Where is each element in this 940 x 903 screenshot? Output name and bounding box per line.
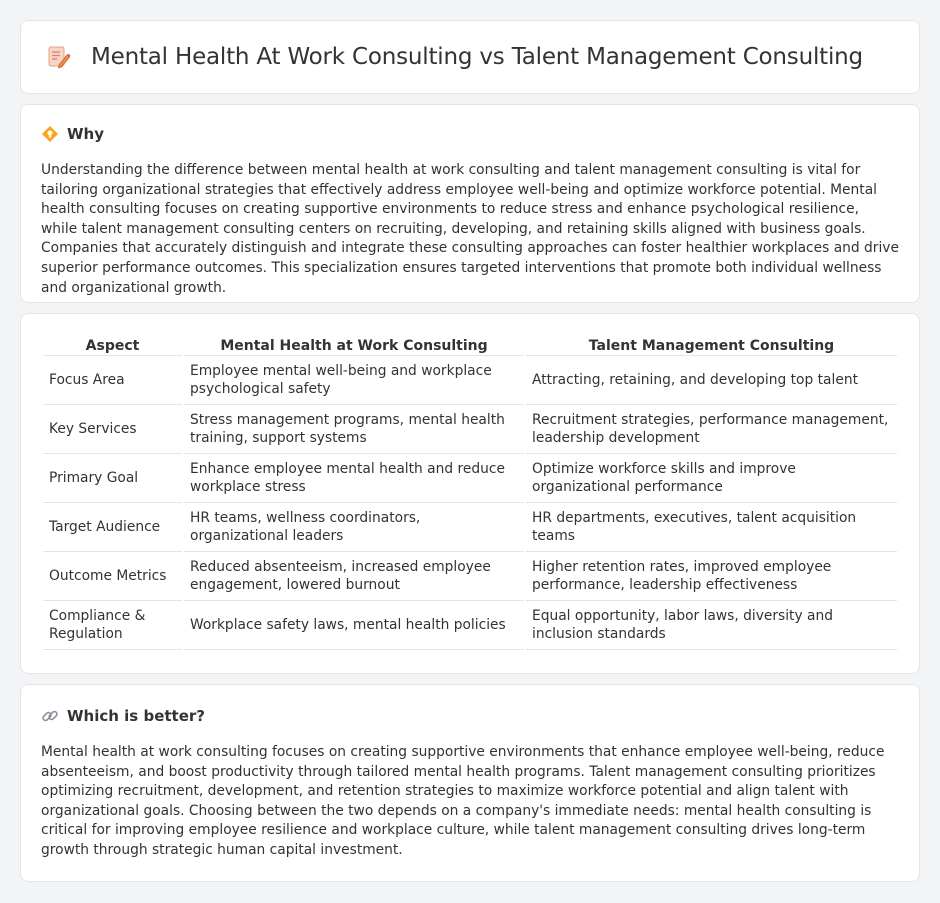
header-talent-management: Talent Management Consulting — [526, 332, 897, 356]
link-icon — [41, 707, 59, 725]
cell-mental-health: Workplace safety laws, mental health policies — [184, 601, 524, 650]
comparison-table-card — [20, 313, 920, 674]
better-heading-row — [41, 707, 899, 725]
cell-mental-health: Reduced absenteeism, increased employee engagement, lowered burnout — [184, 552, 524, 601]
why-section — [20, 104, 920, 303]
cell-talent-management: HR departments, executives, talent acquisition teams — [526, 503, 897, 552]
which-is-better-section — [20, 684, 920, 882]
cell-mental-health: Stress management programs, mental health training, support systems — [184, 405, 524, 454]
cell-talent-management: Recruitment strategies, performance management, leadership development — [526, 405, 897, 454]
lightbulb-diamond-icon — [41, 125, 59, 143]
header-mental-health: Mental Health at Work Consulting — [184, 332, 524, 356]
why-text: Understanding the difference between mental health at work consulting and talent management consulting is vital for tailoring organizational strategies that effectively address employee well-being and optimize workforce potential. Mental health consulting focuses on creating supportive environments to reduce stress and enhance psychological resilience, while talent management consulting centers on recruiting, developing, and retaining skills aligned with business goals. Companies that accurately distinguish and integrate these consulting approaches can foster healthier workplaces and drive superior performance outcomes. This specialization ensures targeted interventions that promote both individual wellness and organizational growth. — [41, 162, 899, 296]
table-row — [43, 454, 897, 503]
better-heading: Which is better? — [67, 707, 205, 725]
cell-mental-health: Employee mental well-being and workplace psychological safety — [184, 356, 524, 405]
cell-aspect: Target Audience — [43, 503, 182, 552]
why-heading: Why — [67, 125, 105, 143]
table-header-row — [43, 332, 897, 356]
cell-aspect: Key Services — [43, 405, 182, 454]
cell-mental-health: Enhance employee mental health and reduce workplace stress — [184, 454, 524, 503]
cell-talent-management: Equal opportunity, labor laws, diversity and inclusion standards — [526, 601, 897, 650]
table-row — [43, 405, 897, 454]
table-row — [43, 503, 897, 552]
page-title: Mental Health At Work Consulting vs Talent Management Consulting — [91, 44, 863, 70]
cell-talent-management: Higher retention rates, improved employee performance, leadership effectiveness — [526, 552, 897, 601]
cell-talent-management: Attracting, retaining, and developing top talent — [526, 356, 897, 405]
comparison-table — [41, 332, 899, 650]
better-text: Mental health at work consulting focuses on creating supportive environments that enhance employee well-being, reduce absenteeism, and boost productivity through tailored mental health programs. Talent management consulting prioritizes optimizing recruitment, development, and retention strategies to maximize workforce potential and align talent with organizational goals. Choosing between the two depends on a company's immediate needs: mental health consulting is critical for improving employee resilience and workplace culture, while talent management consulting drives long-term growth through strategic human capital investment. — [41, 744, 885, 858]
document-pencil-icon — [45, 44, 71, 70]
table-row — [43, 552, 897, 601]
table-row — [43, 601, 897, 650]
cell-talent-management: Optimize workforce skills and improve organizational performance — [526, 454, 897, 503]
cell-mental-health: HR teams, wellness coordinators, organizational leaders — [184, 503, 524, 552]
cell-aspect: Outcome Metrics — [43, 552, 182, 601]
table-row — [43, 356, 897, 405]
header-card — [20, 20, 920, 94]
cell-aspect: Primary Goal — [43, 454, 182, 503]
header-aspect: Aspect — [43, 332, 182, 356]
cell-aspect: Focus Area — [43, 356, 182, 405]
cell-aspect: Compliance & Regulation — [43, 601, 182, 650]
why-heading-row — [41, 125, 899, 143]
